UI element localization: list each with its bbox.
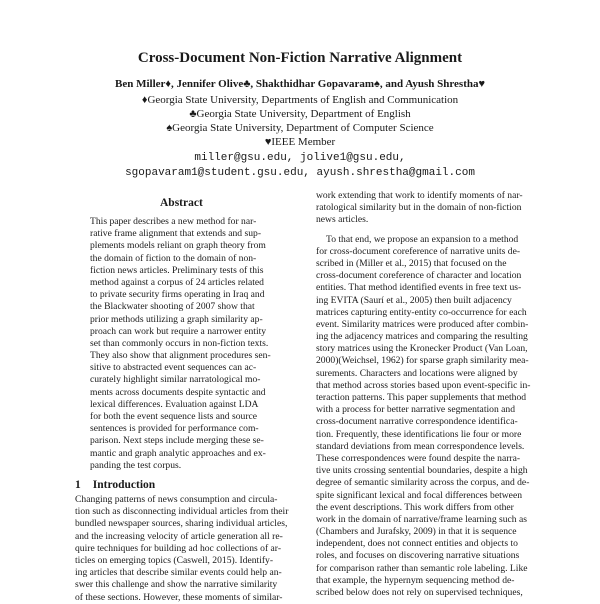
text-line: To that end, we propose an expansion to a method bbox=[326, 233, 519, 245]
email-line: miller@gsu.edu, jolive1@gsu.edu, bbox=[194, 152, 406, 164]
affiliation-line: ♣Georgia State University, Department of English bbox=[189, 108, 411, 120]
text-line: cross-document narrative correspondence identifica- bbox=[316, 416, 518, 428]
section-number: 1 bbox=[75, 479, 81, 491]
text-line: event. Similarity matrices were produced after combin- bbox=[316, 318, 529, 330]
text-line: for comparison rather than semantic role labeling. Like bbox=[316, 562, 528, 574]
text-line: work extending that work to identify moments of nar- bbox=[316, 190, 523, 201]
text-line: surements. Characters and locations were aligned by bbox=[316, 367, 518, 379]
text-line: This paper describes a new method for nar- bbox=[90, 216, 257, 227]
text-line: sitive to abstracted event sequences can ac- bbox=[90, 362, 257, 374]
text-line: the Blackwater shooting of 2007 show that bbox=[90, 301, 255, 313]
affiliation-line: ♦Georgia State University, Departments of English and Communication bbox=[141, 94, 459, 106]
text-line: that example, the hypernym sequencing method de- bbox=[316, 574, 515, 586]
text-line: lexical differences. Evaluation against LDA bbox=[90, 398, 259, 410]
text-line: with a process for better narrative segmentation and bbox=[316, 404, 515, 416]
text-line: parison. Next steps include merging these se- bbox=[90, 435, 264, 447]
abstract-body bbox=[90, 216, 311, 472]
text-line: 2000)(Weichsel, 1962) for sparse graph similarity mea- bbox=[316, 355, 529, 367]
text-line: matrices capturing entity-entity co-occurrence for each bbox=[316, 306, 527, 318]
introduction-body bbox=[75, 494, 312, 604]
abstract-heading: Abstract bbox=[160, 197, 203, 209]
text-line: entities. That method identified events in free text us- bbox=[316, 282, 522, 294]
text-line: set than commonly occurs in non-fiction texts. bbox=[90, 337, 269, 349]
text-line: tive units crossing sentential boundaries, despite a high bbox=[316, 465, 528, 477]
text-line: sentences is provided for performance com- bbox=[90, 423, 259, 435]
text-line: Changing patterns of news consumption and circula- bbox=[75, 494, 278, 505]
text-line: ments across documents despite syntactic and bbox=[90, 386, 266, 398]
text-line: standard deviations from mean correspondence levels. bbox=[316, 440, 525, 452]
text-line: the event descriptions. This work differs from other bbox=[316, 501, 514, 513]
text-line: independent, does not connect entities and objects to bbox=[316, 538, 518, 550]
text-line: news articles. bbox=[316, 214, 369, 226]
text-line: roles, and focuses on discovering narrative situations bbox=[316, 550, 520, 562]
text-line: ticles on emerging topics (Caswell, 2015). Identify- bbox=[75, 554, 274, 566]
text-line: ing articles that describe similar events could help an- bbox=[75, 567, 282, 579]
section-title: Introduction bbox=[92, 479, 156, 491]
text-line: method against a corpus of 24 articles related bbox=[90, 276, 264, 288]
paper-title: Cross-Document Non-Fiction Narrative Alignment bbox=[137, 50, 463, 66]
right-column bbox=[316, 190, 542, 599]
text-line: fiction news articles. Preliminary tests of this bbox=[90, 264, 264, 276]
text-line: ing the adjacency matrices and comparing the resulting bbox=[316, 331, 528, 343]
text-line: scribed below does not rely on supervised techniques, bbox=[316, 587, 523, 598]
text-line: for both the event sequence lists and source bbox=[90, 411, 258, 422]
text-line: ing EVITA (Saurí et al., 2005) then built adjacency bbox=[316, 294, 512, 306]
text-line: prior methods utilizing a graph similarity ap- bbox=[90, 313, 263, 325]
text-line: work in the domain of narrative/frame learning such as bbox=[316, 513, 527, 525]
email-line: sgopavaram1@student.gsu.edu, ayush.shrestha@gmail.com bbox=[125, 167, 475, 179]
text-line: of these sections. However, these moments of similar- bbox=[75, 591, 283, 603]
affiliation-line: ♥IEEE Member bbox=[264, 136, 336, 148]
text-line: plements models reliant on graph theory from bbox=[90, 240, 266, 252]
affiliation-line: ♠Georgia State University, Department of Computer Science bbox=[166, 122, 434, 134]
text-line: mantic and graph analytic approaches and ex- bbox=[90, 447, 266, 459]
text-line: curately highlight similar narratological mo- bbox=[90, 374, 261, 386]
text-line: degree of semantic similarity across the corpus, and de- bbox=[316, 477, 530, 489]
text-line: story matrices using the Kronecker Product (Van Loan, bbox=[316, 343, 528, 355]
text-line: tion such as disconnecting individual articles from their bbox=[75, 506, 289, 518]
text-line: panding the test corpus. bbox=[90, 459, 182, 471]
text-line: These correspondences were found despite the narra- bbox=[316, 452, 521, 464]
text-line: and the increasing velocity of article generation all re- bbox=[75, 530, 283, 542]
author-list: Ben Miller♦, Jennifer Olive♣, Shakthidhar Gopavaram♠, and Ayush Shrestha♥ bbox=[114, 78, 486, 90]
text-line: They also show that alignment procedures sen- bbox=[90, 350, 271, 362]
text-line: cross-document coreference of character and location bbox=[316, 270, 522, 282]
text-line: swer this challenge and show the narrative similarity bbox=[75, 579, 278, 591]
text-line: for cross-document coreference of narrative units de- bbox=[316, 245, 521, 257]
section-heading bbox=[75, 479, 155, 491]
text-line: tion. Frequently, these identifications lie four or more bbox=[316, 428, 522, 440]
text-line: quire techniques for building ad hoc collections of ar- bbox=[75, 542, 282, 554]
text-line: bundled newspaper sources, sharing individual articles, bbox=[75, 518, 288, 530]
text-line: (Chambers and Jurafsky, 2009) in that it is sequence bbox=[316, 526, 517, 538]
text-line: spite significant lexical and focal differences between bbox=[316, 489, 522, 501]
text-line: proach can work but require a narrower entity bbox=[90, 325, 267, 337]
text-line: scribed in (Miller et al., 2015) that focused on the bbox=[316, 257, 507, 269]
text-line: that method across stories based upon event-specific in- bbox=[316, 379, 531, 391]
text-line: rative frame alignment that extends and sup- bbox=[90, 228, 262, 240]
text-line: ratological similarity but in the domain of non-fiction bbox=[316, 202, 522, 214]
text-line: to private security firms operating in Iraq and bbox=[90, 289, 265, 301]
text-line: the domain of fiction to the domain of non- bbox=[90, 252, 257, 264]
text-line: teraction patterns. This paper supplements that method bbox=[316, 392, 527, 403]
